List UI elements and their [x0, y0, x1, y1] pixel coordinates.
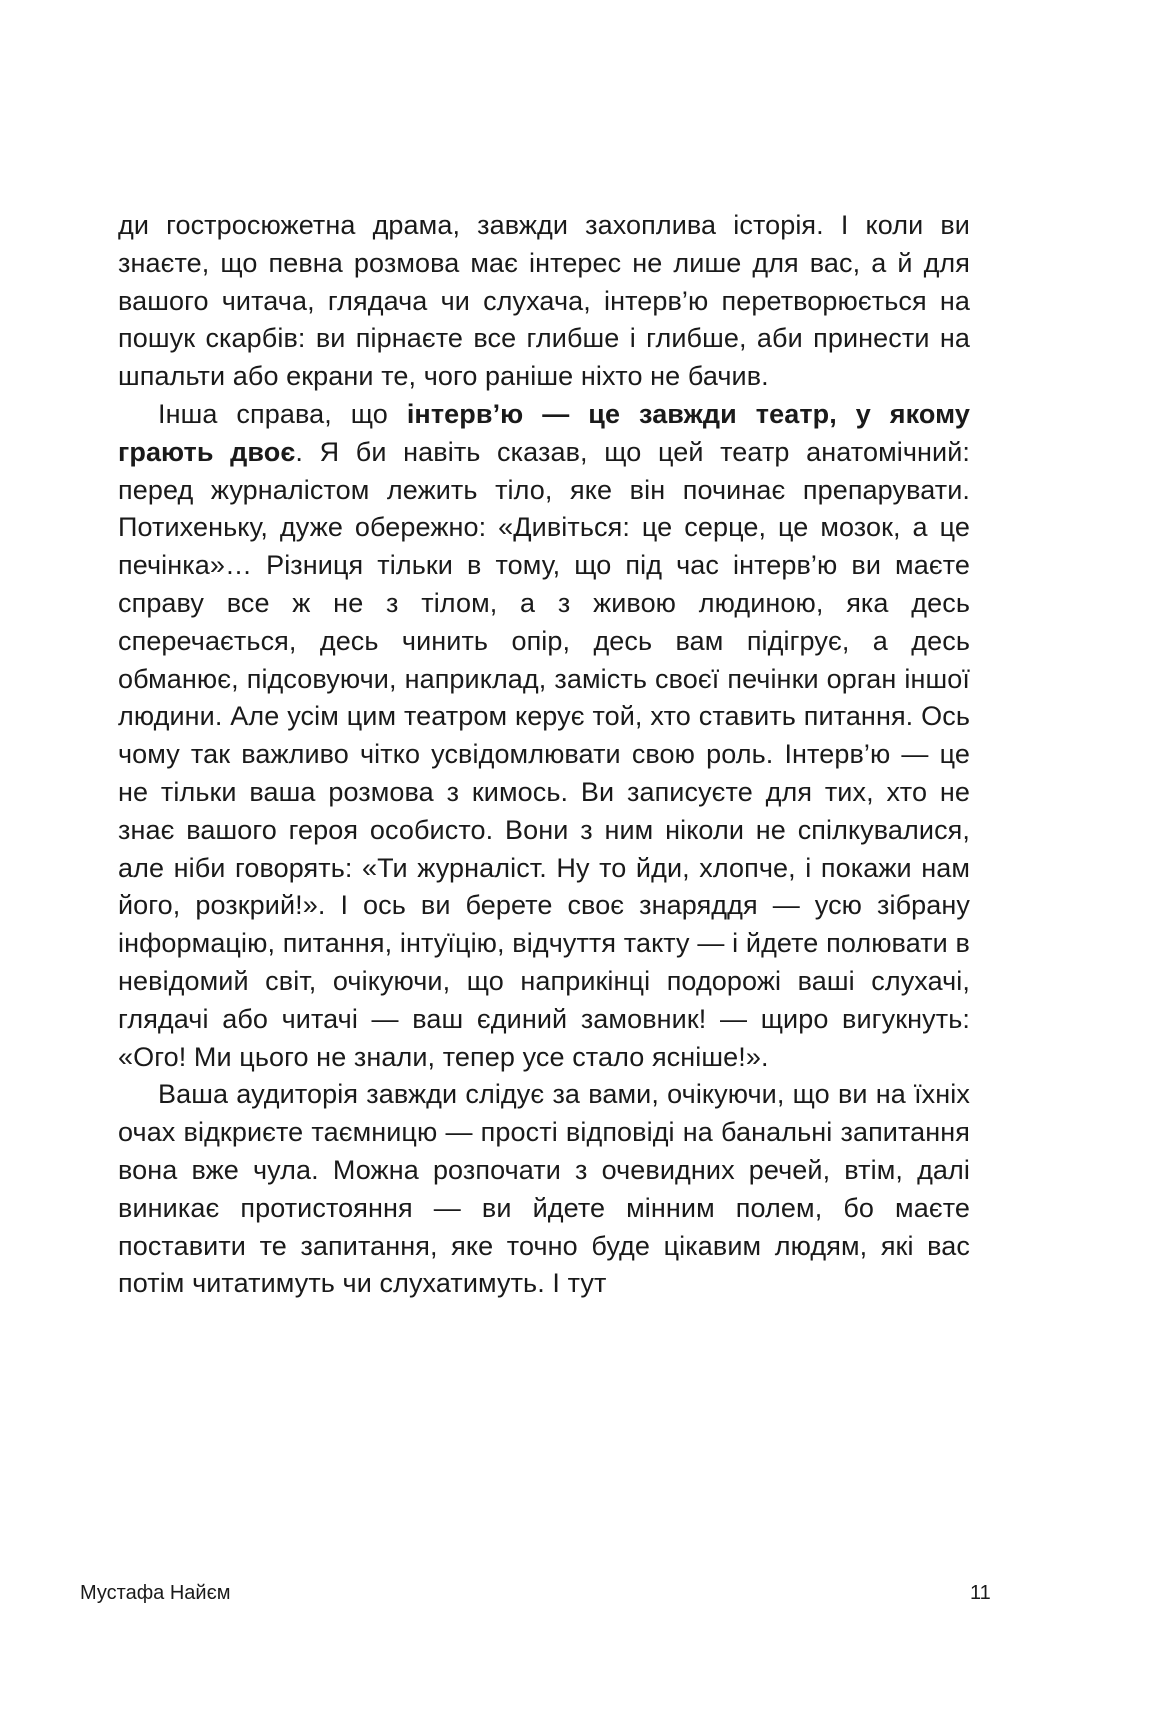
paragraph-3: Ваша аудиторія завжди слідує за вами, очікуючи, що ви на їхніх очах відкриєте таємницю — прості відповіді на банальні запитання вона вже чула. Можна розпочати з очевидних речей, втім, далі виникає протистояння — ви йдете мінним полем, бо маєте поставити те запитання, яке точно буде цікавим людям, які вас потім читатимуть чи слухатимуть. І тут [118, 1079, 970, 1299]
paragraph-2 [118, 396, 970, 1076]
paragraph-2-rest: . Я би навіть сказав, що цей театр анатомічний: перед журналістом лежить тіло, яке він починає препарувати. Потихеньку, дуже обережно: «Дивіться: це серце, це мозок, а це печінка»… Різниця тільки в тому, що під час інтерв’ю ви маєте справу все ж не з тілом, а з живою людиною, яка десь сперечається, десь чинить опір, десь вам підігрує, а десь обманює, підсовуючи, наприклад, замість своєї печінки орган іншої людини. Але усім цим театром керує той, хто ставить питання. Ось чому так важливо чітко усвідомлювати свою роль. Інтерв’ю — це не тільки ваша розмова з кимось. Ви записуєте для тих, хто не знає вашого героя особисто. Вони з ним ніколи не спілкувалися, але ніби говорять: «Ти журналіст. Ну то йди, хлопче, і покажи нам його, розкрий!». І ось ви берете своє знаряддя — усю зібрану інформацію, питання, інтуїцію, відчуття такту — і йдете полювати в невідомий світ, очікуючи, що наприкінці подорожі ваші слухачі, глядачі або читачі — ваш єдиний замовник! — щиро вигукнуть: «Ого! Ми цього не знали, тепер усе стало ясніше!». [118, 436, 970, 1072]
paragraph-2-emphasis: інтерв’ю — це завжди театр, у якому грають двоє [118, 398, 970, 467]
body-text [118, 207, 970, 1303]
paragraph-2-intro: Інша справа, що [158, 398, 407, 429]
paragraph-1: ди гостросюжетна драма, завжди захоплива історія. І коли ви знаєте, що певна розмова має інтерес не лише для вас, а й для вашого читача, глядача чи слухача, інтерв’ю перетворюється на пошук скарбів: ви пірнаєте все глибше і глибше, аби принести на шпальти або екрани те, чого раніше ніхто не бачив. [118, 210, 970, 392]
page-number: 11 [970, 1582, 991, 1604]
footer-author: Мустафа Найєм [80, 1582, 231, 1604]
